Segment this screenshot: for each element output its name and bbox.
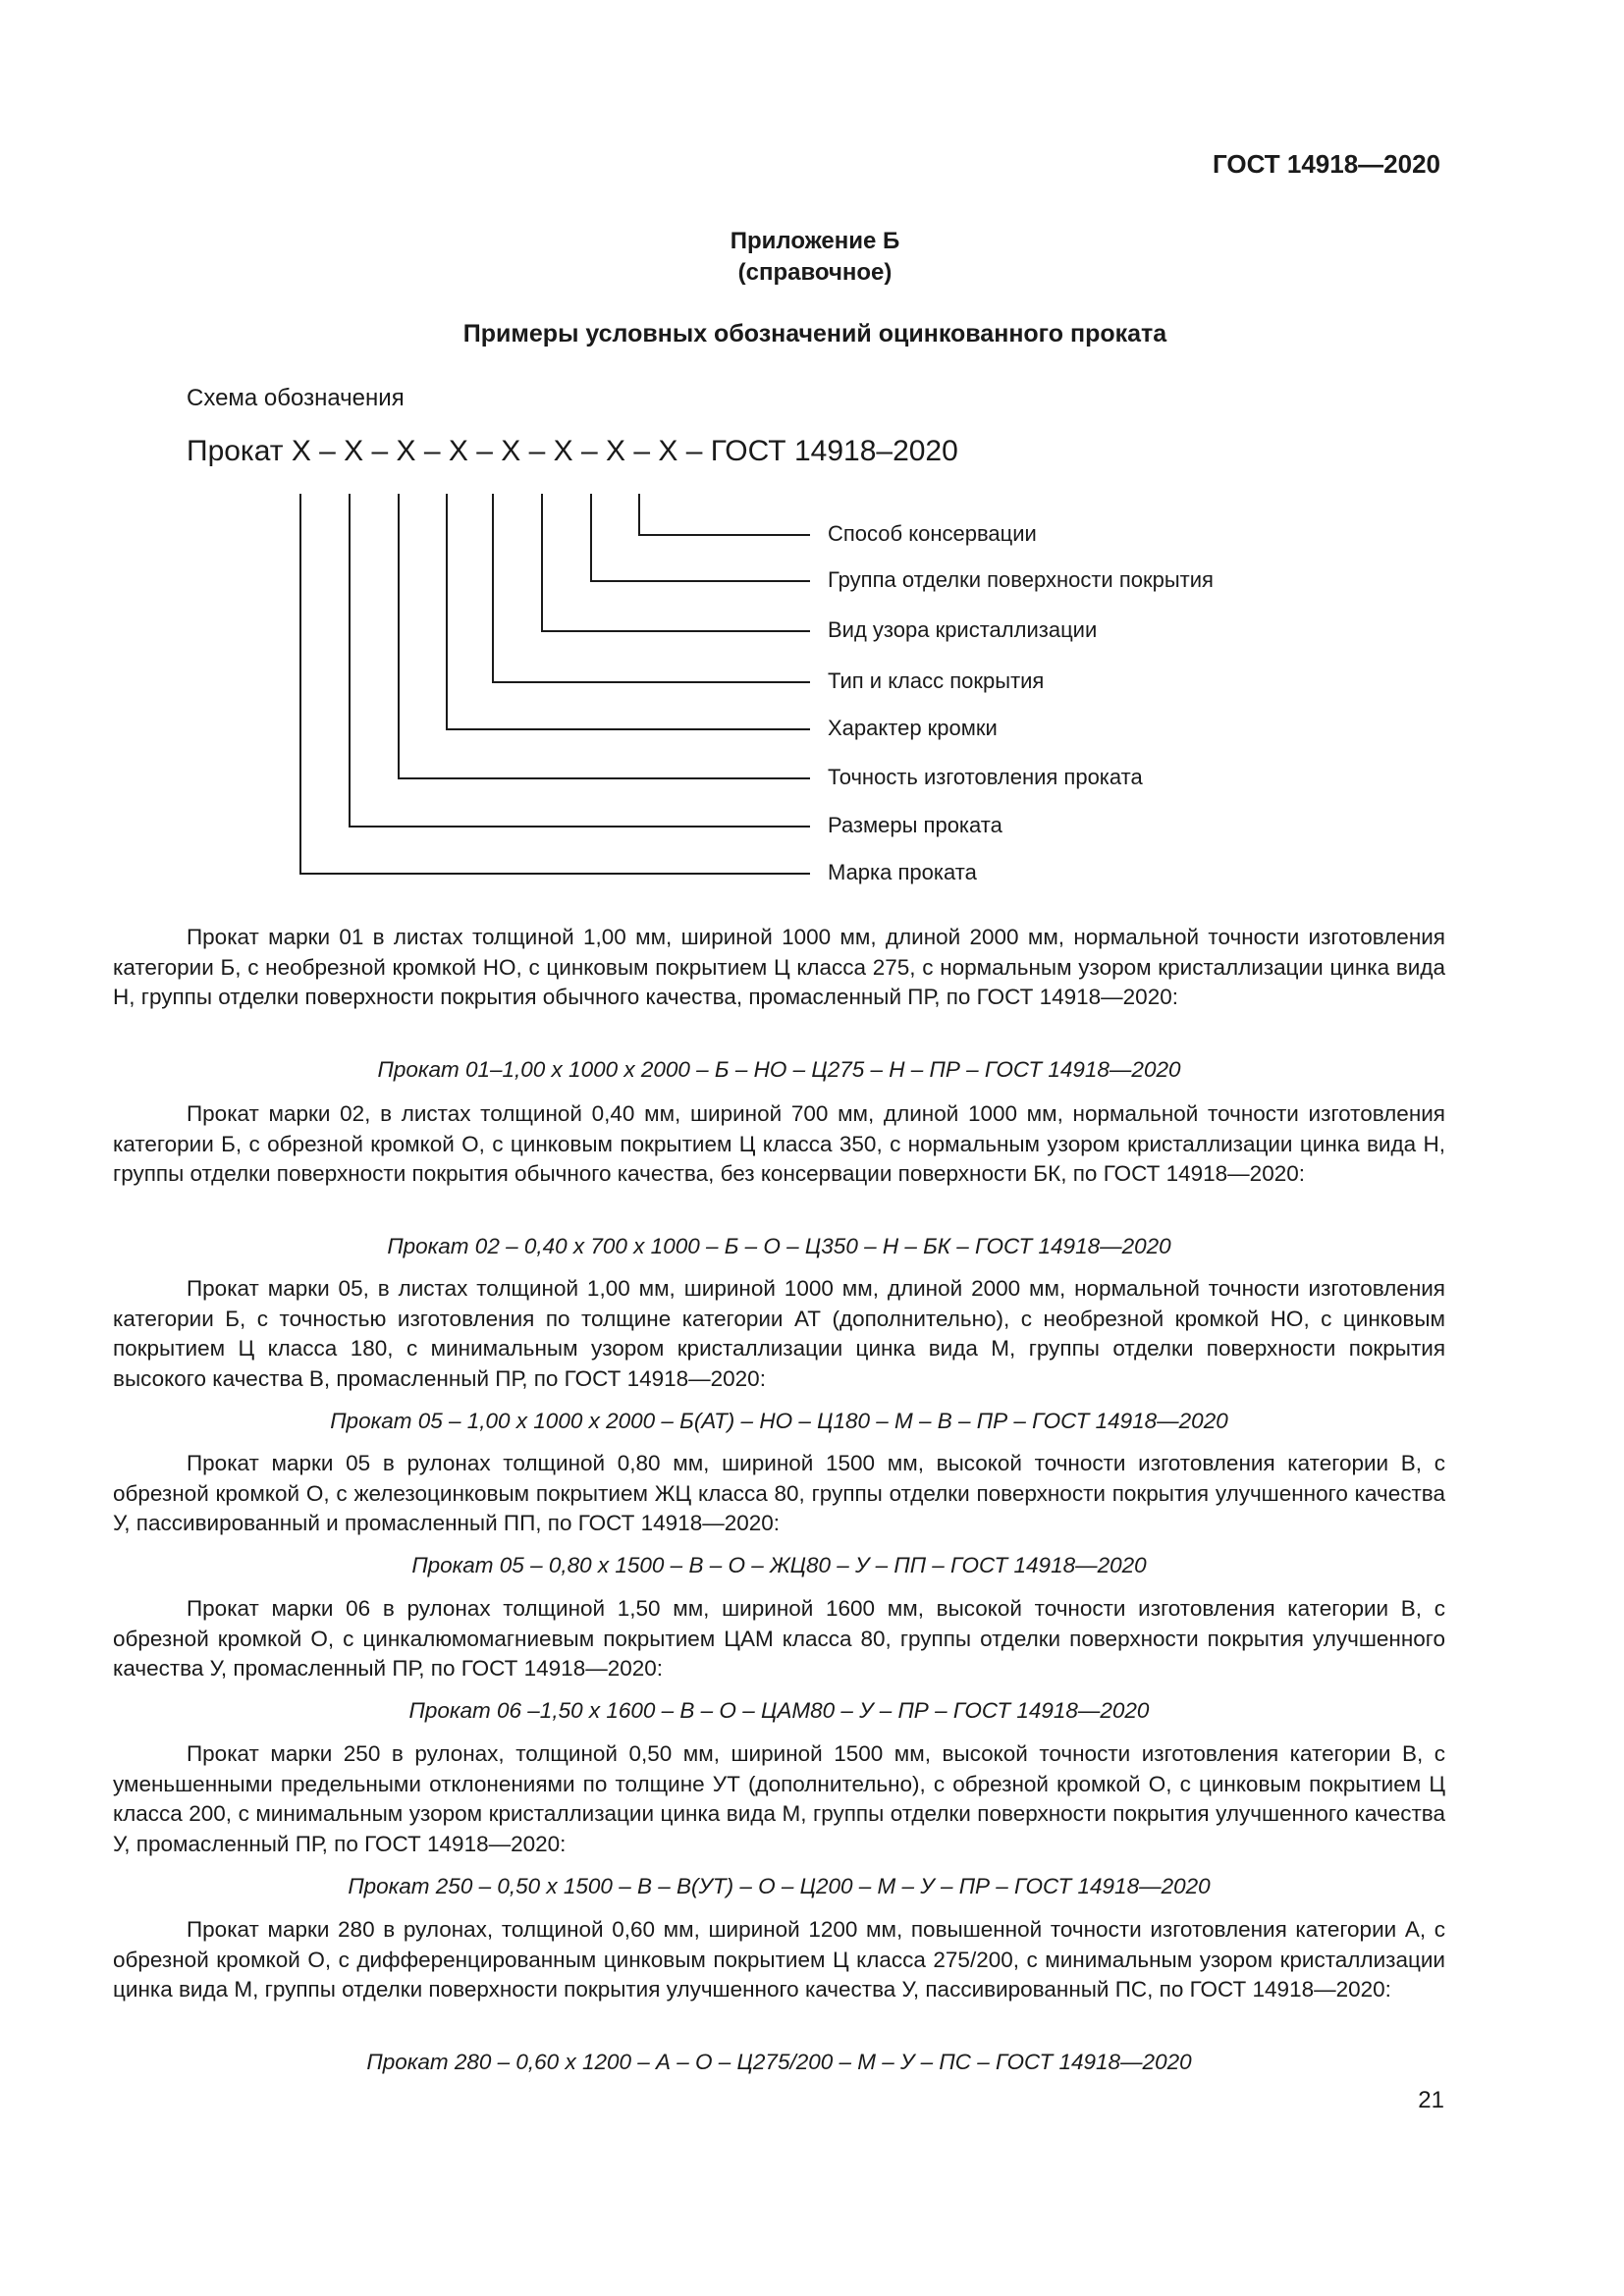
example-designation: Прокат 06 –1,50 х 1600 – В – О – ЦАМ80 – У – ПР – ГОСТ 14918—2020 (408, 1698, 1150, 1723)
scheme-label: Схема обозначения (187, 385, 405, 411)
connector-line (493, 494, 810, 682)
example-designation: Прокат 01–1,00 х 1000 х 2000 – Б – НО – Ц275 – Н – ПР – ГОСТ 14918—2020 (377, 1057, 1181, 1082)
appendix-title: Приложение Б (730, 228, 900, 254)
section-heading: Примеры условных обозначений оцинкованного проката (462, 320, 1167, 347)
legend-manufacturing-accuracy: Точность изготовления проката (828, 765, 1143, 789)
example-designation: Прокат 05 – 1,00 х 1000 х 2000 – Б(АТ) – НО – Ц180 – М – В – ПР – ГОСТ 14918—2020 (330, 1409, 1228, 1433)
legend-crystallization-pattern: Вид узора кристаллизации (828, 617, 1098, 642)
legend-edge-character: Характер кромки (828, 716, 998, 740)
legend-steel-grade: Марка проката (828, 860, 977, 884)
page-number: 21 (1418, 2087, 1444, 2113)
legend-conservation-method: Способ консервации (828, 521, 1037, 546)
example-paragraph: Прокат марки 01 в листах толщиной 1,00 мм, шириной 1000 мм, длиной 2000 мм, нормальной точности изготовления категории Б, с необрезной кромкой НО, с цинковым покрытием Ц класса 275, с нормальным узором кристаллизации цинка вида Н, группы отделки поверхности покрытия обычного качества, промасленный ПР, по ГОСТ 14918—2020: (113, 925, 1445, 1009)
example-designation: Прокат 02 – 0,40 х 700 х 1000 – Б – О – Ц350 – Н – БК – ГОСТ 14918—2020 (387, 1234, 1171, 1258)
example-paragraph: Прокат марки 250 в рулонах, толщиной 0,50 мм, шириной 1500 мм, высокой точности изготовления категории В, с уменьшенными предельными отклонениями по толщине УТ (дополнительно), с обрезной кромкой О, с цинковым покрытием Ц класса 200, с минимальным узором кристаллизации цинка вида М, группы отделки поверхности покрытия улучшенного качества У, промасленный ПР, по ГОСТ 14918—2020: (113, 1741, 1445, 1856)
appendix-subtitle: (справочное) (737, 259, 893, 286)
scheme-formula: Прокат Х – Х – Х – Х – Х – Х – Х – Х – ГОСТ 14918–2020 (187, 435, 958, 467)
example-designation: Прокат 280 – 0,60 х 1200 – А – О – Ц275/200 – М – У – ПС – ГОСТ 14918—2020 (366, 2050, 1192, 2074)
legend-surface-finish-group: Группа отделки поверхности покрытия (828, 567, 1214, 592)
example-paragraph: Прокат марки 05 в рулонах толщиной 0,80 мм, шириной 1500 мм, высокой точности изготовления категории В, с обрезной кромкой О, с железоцинковым покрытием ЖЦ класса 80, группы отделки поверхности покрытия улучшенного качества У, пассивированный и промасленный ПП, по ГОСТ 14918—2020: (113, 1451, 1445, 1535)
connector-line (542, 494, 810, 631)
connector-line (300, 494, 810, 874)
example-designation: Прокат 250 – 0,50 х 1500 – В – В(УТ) – О – Ц200 – М – У – ПР – ГОСТ 14918—2020 (348, 1874, 1211, 1898)
legend-dimensions: Размеры проката (828, 813, 1002, 837)
connector-line (639, 494, 810, 535)
example-paragraph: Прокат марки 280 в рулонах, толщиной 0,60 мм, шириной 1200 мм, повышенной точности изготовления категории А, с обрезной кромкой О, с дифференцированным цинковым покрытием Ц класса 275/200, с минимальным узором кристаллизации цинка вида М, группы отделки поверхности покрытия улучшенного качества У, пассивированный ПС, по ГОСТ 14918—2020: (113, 1917, 1445, 2002)
connector-line (399, 494, 810, 778)
connector-line (447, 494, 810, 729)
legend-coating-type-class: Тип и класс покрытия (828, 668, 1045, 693)
document-id: ГОСТ 14918—2020 (1213, 149, 1440, 179)
example-paragraph: Прокат марки 06 в рулонах толщиной 1,50 мм, шириной 1600 мм, высокой точности изготовления категории В, с обрезной кромкой О, с цинкалюмомагниевым покрытием ЦАМ класса 80, группы отделки поверхности покрытия улучшенного качества У, промасленный ПР, по ГОСТ 14918—2020: (113, 1596, 1445, 1681)
connector-line (350, 494, 810, 827)
example-designation: Прокат 05 – 0,80 х 1500 – В – О – ЖЦ80 – У – ПП – ГОСТ 14918—2020 (411, 1553, 1147, 1577)
example-paragraph: Прокат марки 02, в листах толщиной 0,40 мм, шириной 700 мм, длиной 1000 мм, нормальной точности изготовления категории Б, с обрезной кромкой О, с цинковым покрытием Ц класса 350, с нормальным узором кристаллизации цинка вида Н, группы отделки поверхности покрытия обычного качества, без консервации поверхности БК, по ГОСТ 14918—2020: (113, 1101, 1445, 1186)
connector-line (591, 494, 810, 581)
example-paragraph: Прокат марки 05, в листах толщиной 1,00 мм, шириной 1000 мм, длиной 2000 мм, нормальной точности изготовления категории Б, с точностью изготовления по толщине категории АТ (дополнительно), с необрезной кромкой НО, с цинковым покрытием Ц класса 180, с минимальным узором кристаллизации цинка вида М, группы отделки поверхности покрытия высокого качества В, промасленный ПР, по ГОСТ 14918—2020: (113, 1276, 1445, 1391)
